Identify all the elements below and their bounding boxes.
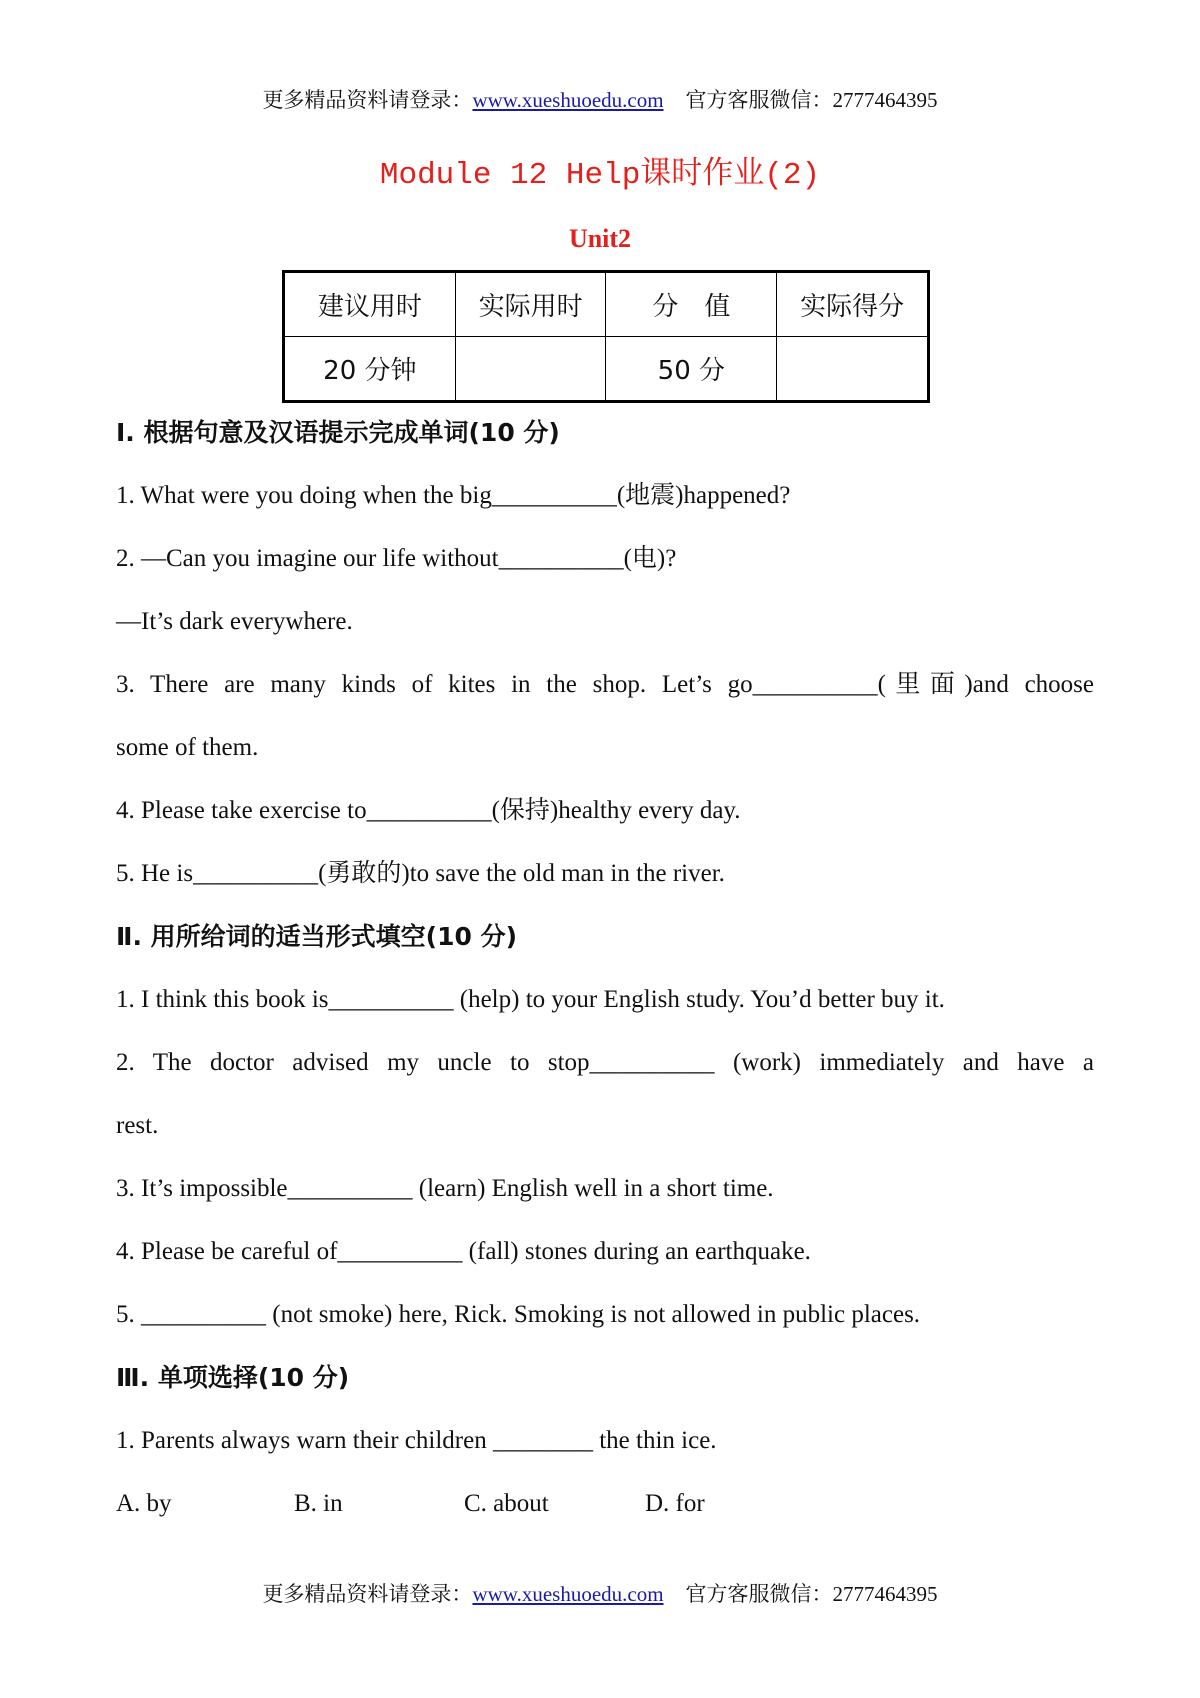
header-text: 更多精品资料请登录： xyxy=(262,88,473,112)
section-heading-3: Ⅲ. 单项选择(10 分) xyxy=(116,1363,350,1392)
section-heading-2: Ⅱ. 用所给词的适当形式填空(10 分) xyxy=(116,922,518,951)
value-actual-score[interactable] xyxy=(777,337,929,402)
page-subtitle: Unit2 xyxy=(568,224,632,253)
question-line: 4. Please be careful of__________ (fall) stones during an earthquake. xyxy=(116,1238,811,1265)
score-table-header-row xyxy=(284,272,929,337)
option-b[interactable]: B. in xyxy=(294,1490,343,1517)
worksheet-content xyxy=(116,416,1094,1550)
question-line: 1. What were you doing when the big__________(地震)happened? xyxy=(116,482,791,509)
question-line: rest. xyxy=(116,1112,159,1139)
section-heading-1: Ⅰ. 根据句意及汉语提示完成单词(10 分) xyxy=(116,418,560,447)
page-title: Module 12 Help课时作业(2) xyxy=(379,158,821,193)
value-points: 50 分 xyxy=(606,337,777,402)
footer-link[interactable]: www.xueshuoedu.com xyxy=(472,1582,664,1606)
question-line: some of them. xyxy=(116,734,259,761)
question-line: —It’s dark everywhere. xyxy=(116,608,353,635)
question-line: 3. There are many kinds of kites in the shop. Let’s go__________(里面)and choose xyxy=(116,671,1094,698)
page-header xyxy=(0,86,1200,114)
value-suggested-time: 20 分钟 xyxy=(284,337,456,402)
score-table-value-row xyxy=(284,337,929,402)
question-line: 4. Please take exercise to__________(保持)healthy every day. xyxy=(116,797,741,824)
option-d[interactable]: D. for xyxy=(645,1490,705,1517)
question-line: 2. —Can you imagine our life without__________(电)? xyxy=(116,545,677,572)
option-a[interactable]: A. by xyxy=(116,1490,172,1517)
question-line: 1. Parents always warn their children ________ the thin ice. xyxy=(116,1427,717,1454)
header-link[interactable]: www.xueshuoedu.com xyxy=(472,88,664,112)
page-footer xyxy=(0,1580,1200,1608)
header-wechat: 官方客服微信：2777464395 xyxy=(685,88,938,112)
question-line: 1. I think this book is__________ (help) to your English study. You’d better buy it. xyxy=(116,986,945,1013)
answer-options xyxy=(116,1487,1094,1550)
header-actual-time: 实际用时 xyxy=(455,272,606,337)
value-actual-time[interactable] xyxy=(455,337,606,402)
question-line: 5. __________ (not smoke) here, Rick. Smoking is not allowed in public places. xyxy=(116,1301,921,1328)
option-c[interactable]: C. about xyxy=(464,1490,549,1517)
question-line: 3. It’s impossible__________ (learn) English well in a short time. xyxy=(116,1175,774,1202)
header-suggested-time: 建议用时 xyxy=(284,272,456,337)
header-points: 分 值 xyxy=(606,272,777,337)
footer-wechat: 官方客服微信：2777464395 xyxy=(685,1582,938,1606)
score-table xyxy=(282,270,930,403)
header-actual-score: 实际得分 xyxy=(777,272,929,337)
question-line: 5. He is__________(勇敢的)to save the old man in the river. xyxy=(116,860,725,887)
question-line: 2. The doctor advised my uncle to stop__________ (work) immediately and have a xyxy=(116,1049,1094,1076)
footer-text: 更多精品资料请登录： xyxy=(262,1582,473,1606)
